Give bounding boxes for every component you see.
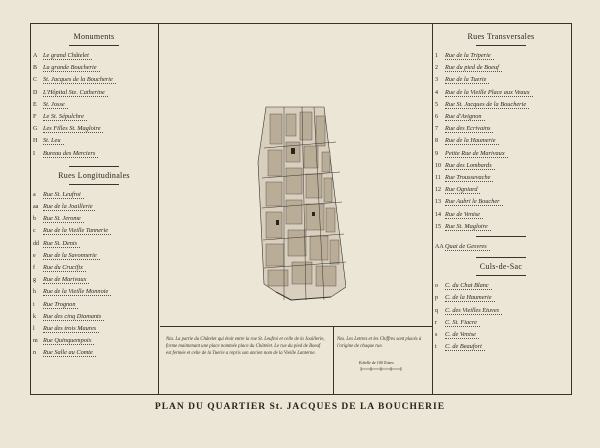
rue-longitudinale-item-label: Rue Quinquempoix (43, 337, 94, 345)
rue-longitudinale-item-key: e (33, 252, 36, 259)
rue-longitudinale-item (33, 189, 157, 201)
rue-longitudinale-item (33, 274, 157, 286)
map-block (286, 200, 302, 224)
rue-longitudinale-item-label: Rue de la Joaillerie (43, 203, 95, 211)
scale-bar (359, 366, 403, 376)
map-block (316, 266, 336, 286)
rue-transversale-item-label: Rue Troussevache (445, 174, 493, 182)
rues-transversales-list (433, 50, 569, 233)
note-right: Nta. Les Lettres et les Chiffres sont placés à l'origine de chaque rue. (337, 337, 422, 349)
map-block (300, 112, 312, 140)
rue-longitudinale-item-key: n (33, 350, 36, 357)
rue-longitudinale-item-key: h (33, 289, 36, 296)
rue-longitudinale-item (33, 213, 157, 225)
rue-transversale-item (435, 74, 569, 86)
rue-transversale-item-key: 11 (435, 175, 441, 182)
monument-item (33, 111, 157, 123)
map-block (270, 114, 282, 144)
map-block (330, 240, 339, 264)
rue-transversale-item (435, 50, 569, 62)
monument-item (33, 99, 157, 111)
rue-transversale-item-label: Petite Rue de Marivaux (445, 150, 508, 158)
scale-label: Echelle de 100 Toises (359, 360, 394, 365)
rue-longitudinale-item-label: Rue Trognon (43, 301, 78, 309)
cul-de-sac-item-key: o (435, 283, 438, 290)
cul-de-sac-item-label: C. de la Haumerie (445, 294, 495, 302)
map-block (324, 178, 332, 202)
rue-transversale-item-label: Rue de Venise (445, 211, 483, 219)
rue-longitudinale-item-label: Rue des cinq Diamants (43, 313, 104, 321)
rue-transversale-item-key: 9 (435, 150, 438, 157)
monument-item (33, 74, 157, 86)
cul-de-sac-item-label: C. du Chat Blanc (445, 282, 492, 290)
rue-transversale-item-label: Rue St. Jacques de la Boucherie (445, 101, 529, 109)
culs-de-sac-list (433, 280, 569, 353)
cul-de-sac-item (435, 305, 569, 317)
rue-transversale-item (435, 221, 569, 233)
church-mark (291, 148, 295, 154)
rue-transversale-item-key: 10 (435, 162, 441, 169)
rue-longitudinale-item-key: dd (33, 240, 39, 247)
rue-longitudinale-item (33, 335, 157, 347)
rue-transversale-item-key: 15 (435, 223, 441, 230)
rue-transversale-item (435, 184, 569, 196)
monument-item-label: St. Jacques de la Boucherie (43, 76, 116, 84)
page-title: PLAN DU QUARTIER St. JACQUES DE LA BOUCHERIE (154, 402, 446, 412)
monument-item-key: A (33, 53, 38, 59)
rue-transversale-item (435, 87, 569, 99)
rue-transversale-item-label: Rue des Ecrivains (445, 125, 493, 133)
monument-item (33, 135, 157, 147)
monument-item-key: I (33, 150, 35, 157)
cul-de-sac-item (435, 292, 569, 304)
map-block (306, 204, 324, 230)
rues-transversales-heading: Rues Transversales (467, 32, 535, 41)
cul-de-sac-item-key: q (435, 307, 438, 314)
monument-item (33, 123, 157, 135)
map-block (326, 208, 335, 232)
rue-longitudinale-item (33, 286, 157, 298)
rue-transversale-item-label: Rue d'Avignon (445, 113, 485, 121)
quartier-map (236, 102, 346, 307)
rue-transversale-item (435, 172, 569, 184)
cul-de-sac-item (435, 280, 569, 292)
rues-longitudinales-heading: Rues Longitudinales (58, 170, 130, 180)
monument-item-key: D (33, 89, 38, 96)
cul-de-sac-item-label: C. de Venise (445, 331, 479, 339)
rue-longitudinale-item-key: c (33, 228, 36, 235)
rues-longitudinales-list (31, 189, 157, 360)
rue-longitudinale-item-label: Rue St. Leufroi (43, 191, 84, 199)
rue-transversale-item (435, 111, 569, 123)
legend-right (433, 30, 569, 353)
monument-item-key: E (33, 101, 37, 108)
rue-transversale-item (435, 123, 569, 135)
map-block (266, 212, 282, 238)
rue-longitudinale-item-key: i (33, 301, 35, 308)
rue-transversale-item-key: 12 (435, 187, 441, 194)
cul-de-sac-item-label: C. des Vieilles Etuves (445, 307, 502, 315)
rue-longitudinale-item-label: Rue St. Denis (43, 240, 80, 248)
monument-item-key: H (33, 138, 38, 145)
note-left: Nta. La partie du Châtelet qui étoit entre la rue St. Leufroi et celle de la Joaillerie, forme maintenant une place nommée place du Châtelet. Le rue du pied de Boeuf est fermée et celle de la Tuerie a repris son ancien nom de la Vieille Lanterne. (166, 337, 325, 356)
quai-list (433, 241, 569, 253)
map-block (268, 270, 288, 286)
cul-de-sac-item (435, 329, 569, 341)
legend-left (31, 30, 157, 360)
rue-transversale-item (435, 99, 569, 111)
rue-longitudinale-item-key: aa (33, 204, 39, 211)
cul-de-sac-item-label: C. de Beaufort (445, 343, 485, 351)
rue-longitudinale-item (33, 323, 157, 335)
monument-item-label: St. Leu (43, 137, 64, 145)
rue-longitudinale-item-label: Rue de Marivaux (43, 276, 89, 284)
rue-transversale-item-key: 5 (435, 101, 438, 108)
monument-item-key: B (33, 65, 38, 72)
cul-de-sac-item-key: r (435, 319, 437, 326)
monuments-heading: Monuments (73, 32, 115, 41)
cul-de-sac-item-label: C. St. Fiacre (445, 319, 480, 327)
rue-longitudinale-item-label: Rue du Crucifix (43, 264, 86, 272)
rue-longitudinale-item (33, 225, 157, 237)
rue-transversale-item-key: 8 (435, 138, 438, 145)
monument-item-label: L'Hôpital Ste. Catherine (43, 89, 108, 97)
rue-transversale-item-key: 1 (435, 53, 438, 59)
monument-item-label: Le St. Sépulchre (43, 113, 87, 121)
rue-transversale-item-label: Rue de la Haumerie (445, 137, 499, 145)
monument-item-label: St. Josse (43, 101, 68, 109)
map-block (322, 152, 330, 172)
monument-item-key: C (33, 77, 38, 84)
quai-item: AAQuai de Gesvres (435, 241, 569, 253)
cul-de-sac-item-key: s (435, 332, 438, 339)
rue-longitudinale-item (33, 201, 157, 213)
map-block (316, 116, 325, 146)
rue-transversale-item (435, 148, 569, 160)
rue-transversale-item-label: Rue de la Triperie (445, 52, 494, 60)
rue-longitudinale-item-key: g (33, 277, 36, 284)
rue-transversale-item-label: Rue Ogniard (445, 186, 480, 194)
rue-transversale-item-key: 3 (435, 77, 438, 84)
rue-transversale-item-key: 13 (435, 199, 441, 206)
monument-item-label: Le grand Châtelet (43, 52, 92, 60)
monument-item-label: Bureau des Merciers (43, 150, 98, 158)
map-block (286, 168, 302, 194)
monument-item-label: Les Filles St. Magloire (43, 125, 103, 133)
rue-longitudinale-item-label: Rue des trois Maures (43, 325, 99, 333)
monument-item (33, 62, 157, 74)
culs-de-sac-heading: Culs-de-Sac (479, 262, 523, 272)
rue-longitudinale-item-key: k (33, 313, 36, 320)
rue-transversale-item (435, 135, 569, 147)
rue-transversale-item-label: Rue des Lombards (445, 162, 495, 170)
rue-longitudinale-item (33, 311, 157, 323)
rue-longitudinale-item-key: a (33, 191, 36, 198)
rue-transversale-item-label: Rue St. Magloire (445, 223, 491, 231)
cul-de-sac-item (435, 317, 569, 329)
cul-de-sac-item (435, 341, 569, 353)
rue-transversale-item (435, 209, 569, 221)
rue-transversale-item (435, 196, 569, 208)
rue-longitudinale-item-label: Rue de la Vieille Tannerie (43, 227, 111, 235)
rue-longitudinale-item (33, 262, 157, 274)
monument-item (33, 87, 157, 99)
rue-transversale-item-key: 4 (435, 89, 438, 96)
map-block (268, 150, 282, 176)
rue-longitudinale-item (33, 250, 157, 262)
cul-de-sac-item-key: t (435, 344, 437, 351)
map-block (304, 146, 318, 168)
church-mark (276, 220, 279, 225)
map-block (266, 182, 282, 206)
monument-item-key: G (33, 126, 38, 133)
map-block (286, 114, 296, 136)
map-block (310, 236, 328, 260)
divider-left (158, 23, 159, 395)
rue-longitudinale-item-key: m (33, 338, 38, 345)
rue-longitudinale-item (33, 238, 157, 250)
rue-transversale-item-key: 6 (435, 114, 438, 121)
rue-longitudinale-item-label: Rue St. Jerome (43, 215, 84, 223)
rue-longitudinale-item (33, 347, 157, 359)
rue-longitudinale-item-key: f (33, 265, 35, 272)
monument-item-key: F (33, 114, 37, 121)
cul-de-sac-item-key: p (435, 295, 438, 302)
rue-transversale-item-label: Rue du pied de Boeuf (445, 64, 502, 72)
notes-divider (160, 326, 432, 327)
monument-item (33, 50, 157, 62)
map-block (288, 230, 306, 256)
rue-transversale-item-key: 7 (435, 126, 438, 133)
rue-transversale-item-key: 14 (435, 211, 441, 218)
rue-transversale-item-label: Rue de la Tuerie (445, 76, 489, 84)
rue-transversale-item-label: Rue de la Vieille Place aux Veaux (445, 89, 533, 97)
rue-transversale-item (435, 62, 569, 74)
rue-longitudinale-item (33, 299, 157, 311)
notes-split (333, 326, 334, 395)
rue-longitudinale-item-key: b (33, 216, 36, 223)
rue-longitudinale-item-label: Rue de la Vieille Monnoie (43, 288, 111, 296)
rue-longitudinale-item-key: l (33, 326, 35, 333)
rue-transversale-item-key: 2 (435, 65, 438, 72)
map-block (266, 244, 284, 266)
monument-item-label: La grande Boucherie (43, 64, 100, 72)
monument-item (33, 148, 157, 160)
rue-longitudinale-item-label: Rue de la Savonnerie (43, 252, 100, 260)
church-mark (312, 212, 315, 216)
rue-transversale-item-label: Rue Aubri le Boucher (445, 198, 503, 206)
map-block (306, 174, 322, 198)
rue-transversale-item (435, 160, 569, 172)
monuments-list (31, 50, 157, 160)
rue-longitudinale-item-label: Rue Salle au Comte (43, 349, 96, 357)
